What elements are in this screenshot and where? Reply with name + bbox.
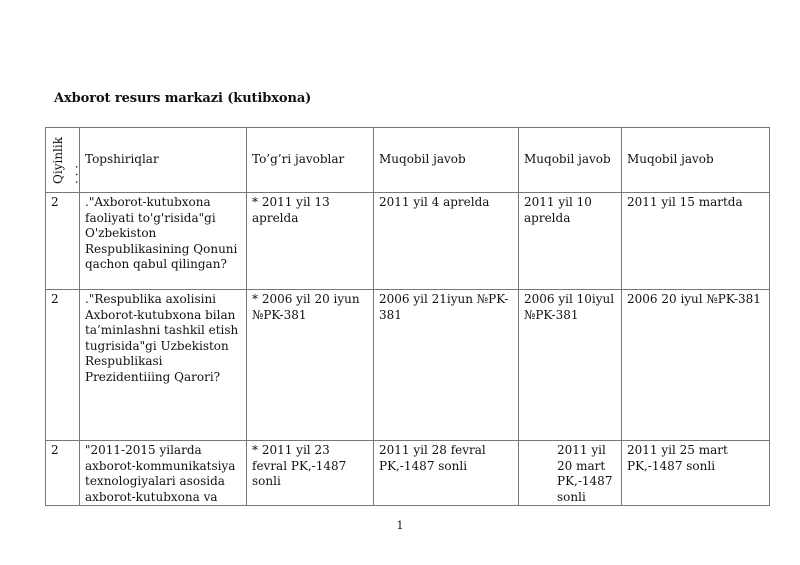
alternative-answer-cell: 2006 yil 21iyun №PK-381 xyxy=(374,290,519,441)
header-alternative-3: Muqobil javob xyxy=(622,128,770,193)
alternative-answer-cell: 2011 yil 25 mart PK,-1487 sonli xyxy=(622,441,770,506)
difficulty-cell: 2 xyxy=(46,441,80,506)
question-cell: ."Axborot-kutubxona faoliyati to'g'risida"gi O'zbekiston Respublikasining Qonuni qachon qabul qilingan? xyxy=(80,193,247,290)
questions-table xyxy=(45,127,770,506)
alternative-answer-cell: 2011 yil 4 aprelda xyxy=(374,193,519,290)
difficulty-cell: 2 xyxy=(46,290,80,441)
correct-answer-cell: * 2011 yil 13 aprelda xyxy=(247,193,374,290)
table-row xyxy=(46,193,770,290)
document-heading: Axborot resurs markazi (kutibxona) xyxy=(54,91,312,106)
table-row xyxy=(46,290,770,441)
correct-answer-cell: * 2006 yil 20 iyun №PK-381 xyxy=(247,290,374,441)
alternative-answer-cell: 2011 yil 15 martda xyxy=(622,193,770,290)
alternative-answer-cell: 2011 yil 20 mart PK,-1487 sonli xyxy=(519,441,622,506)
header-difficulty-label: Qiyinlik . . . xyxy=(51,136,81,184)
header-alternative-2: Muqobil javob xyxy=(519,128,622,193)
alternative-answer-cell: 2011 yil 28 fevral PK,-1487 sonli xyxy=(374,441,519,506)
header-correct-answers: To’g’ri javoblar xyxy=(247,128,374,193)
difficulty-cell: 2 xyxy=(46,193,80,290)
correct-answer-cell: * 2011 yil 23 fevral PK,-1487 sonli xyxy=(247,441,374,506)
question-cell: ."Respublika axolisini Axborot-kutubxona bilan ta’minlashni tashkil etish tugrisida"gi Uzbekiston Respublikasi Prezidentiiing Qarori? xyxy=(80,290,247,441)
table-row xyxy=(46,441,770,506)
alternative-answer-cell: 2006 20 iyul №PK-381 xyxy=(622,290,770,441)
table-header-row xyxy=(46,128,770,193)
question-cell: "2011-2015 yilarda axborot-kommunikatsiya texnologiyalari asosida axborot-kutubxona va xyxy=(80,441,247,506)
alternative-answer-cell: 2011 yil 10 aprelda xyxy=(519,193,622,290)
header-difficulty xyxy=(46,128,80,193)
header-tasks: Topshiriqlar xyxy=(80,128,247,193)
header-alternative-1: Muqobil javob xyxy=(374,128,519,193)
alternative-answer-cell: 2006 yil 10iyul №PK-381 xyxy=(519,290,622,441)
page-number: 1 xyxy=(396,519,404,532)
